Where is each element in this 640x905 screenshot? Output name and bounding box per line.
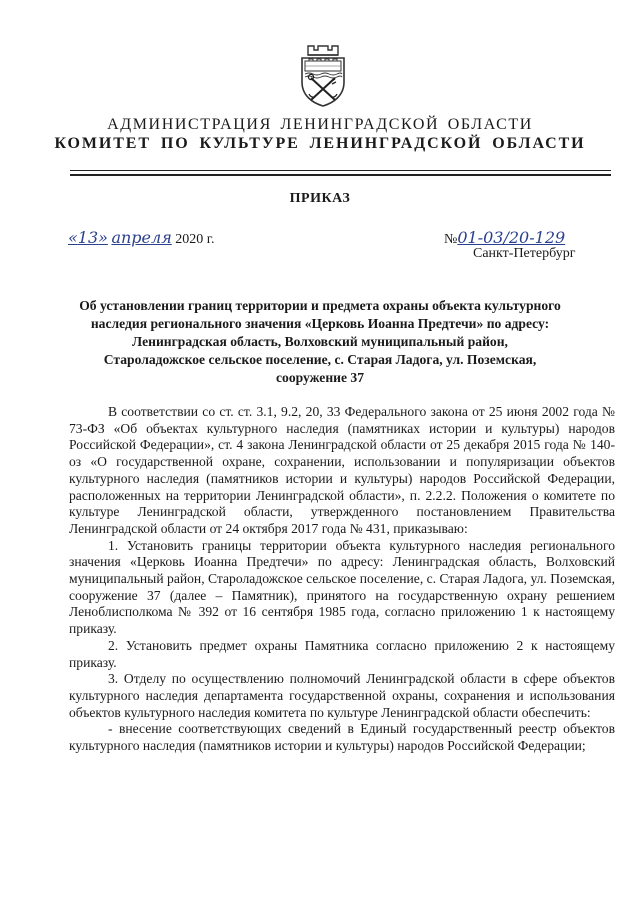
order-city: Санкт-Петербург — [473, 246, 576, 261]
header-divider-thick — [70, 174, 611, 176]
subject-line: Ленинградская область, Волховский муниципальный район, — [132, 334, 508, 349]
clause-3-paragraph: 3. Отделу по осуществлению полномочий Ленинградской области в сфере объектов культурного наследия департамента государственной охраны, сохранения и использования объектов культурного наследия комитета по культуре Ленинградской области обеспечить: — [69, 671, 615, 720]
order-body — [69, 404, 615, 755]
order-subject — [60, 297, 580, 387]
number-value: 01-03/20-129 — [457, 228, 566, 247]
coat-of-arms-icon — [296, 42, 350, 108]
date-close-quote: » — [98, 228, 108, 247]
subject-line: Об установлении границ территории и предмета охраны объекта культурного — [79, 298, 561, 313]
header-divider-thin — [70, 170, 611, 171]
clause-3-item-paragraph: - внесение соответствующих сведений в Единый государственный реестр объектов культурного наследия (памятников истории и культуры) народов Российской Федерации; — [69, 721, 615, 754]
date-open-quote: « — [68, 228, 78, 247]
clause-1-paragraph: 1. Установить границы территории объекта культурного наследия регионального значения «Церковь Иоанна Предтечи» по адресу: Ленинградская область, Волховский муниципальный район, Староладожское сельское поселение, с. Старая Ладога, ул. Поземская, сооружение 37 (далее – Памятник), принятого на государственную охрану решением Леноблисполкома № 392 от 16 сентября 1985 года, согласно приложению 1 к настоящему приказу. — [69, 537, 615, 637]
organization-name: АДМИНИСТРАЦИЯ ЛЕНИНГРАДСКОЙ ОБЛАСТИ — [107, 116, 533, 133]
order-date — [68, 228, 214, 248]
clause-2-paragraph: 2. Установить предмет охраны Памятника согласно приложению 2 к настоящему приказу. — [69, 637, 615, 670]
order-number — [444, 228, 565, 248]
committee-name: КОМИТЕТ ПО КУЛЬТУРЕ ЛЕНИНГРАДСКОЙ ОБЛАСТИ — [54, 135, 586, 152]
subject-line: сооружение 37 — [275, 370, 365, 385]
subject-line: Староладожское сельское поселение, с. Старая Ладога, ул. Поземская, — [103, 352, 537, 367]
date-month: апреля — [111, 228, 172, 247]
document-title: ПРИКАЗ — [289, 191, 351, 206]
date-year: 2020 г. — [175, 232, 215, 247]
preamble-paragraph: В соответствии со ст. ст. 3.1, 9.2, 20, 33 Федерального закона от 25 июня 2002 года № 73-ФЗ «Об объектах культурного наследия (памятниках истории и культуры) народов Российской Федерации», ст. 4 закона Ленинградской области от 25 декабря 2015 года № 140-оз «О государственной охране, сохранении, использовании и популяризации объектов культурного наследия (памятников истории и культуры) народов Российской Федерации, расположенных на территории Ленинградской области», п. 2.2.2. Положения о комитете по культуре Ленинградской области, утвержденного постановлением Правительства Ленинградской области от 24 октября 2017 года № 431, приказываю: — [69, 404, 615, 536]
subject-line: наследия регионального значения «Церковь Иоанна Предтечи» по адресу: — [90, 316, 550, 331]
date-day: 13 — [77, 228, 99, 247]
number-prefix: № — [444, 232, 458, 247]
